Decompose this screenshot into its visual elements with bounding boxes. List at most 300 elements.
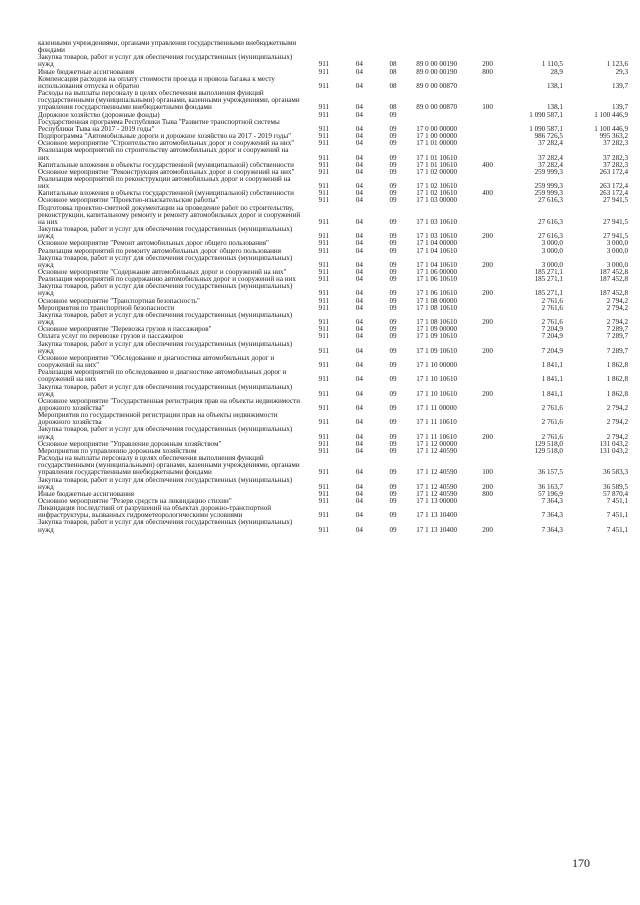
row-name: Реализация мероприятий по строительству автомобильных дорог и сооружений на них xyxy=(38,147,289,162)
table-row xyxy=(38,498,628,505)
row-subsection-code: 09 xyxy=(389,297,397,305)
row-section-code: 04 xyxy=(355,403,363,412)
row-grbs-code: 911 xyxy=(318,60,330,69)
row-grbs-code: 911 xyxy=(318,304,330,312)
row-section-code: 04 xyxy=(355,81,363,90)
row-amount-year-2: 1 862,8 xyxy=(606,361,628,370)
row-subsection-code: 09 xyxy=(389,498,397,505)
row-name: Реализация мероприятий по реконструкции автомобильных дорог и сооружений на них xyxy=(38,175,291,191)
row-amount-year-1: 2 761,6 xyxy=(541,403,563,412)
table-row xyxy=(38,255,628,269)
row-expense-type-code xyxy=(475,441,499,448)
row-expense-type-code xyxy=(475,326,499,333)
row-expense-type-code xyxy=(475,505,499,519)
row-target-article-code: 17 1 12 00000 xyxy=(416,440,458,448)
row-name: Подпрограмма "Автомобильные дороги и дорожное хозяйство на 2017 - 2019 годы" xyxy=(38,133,292,141)
row-subsection-code: 09 xyxy=(389,333,397,341)
row-target-article-code: 89 0 00 00870 xyxy=(416,81,458,90)
row-target-article-code: 17 1 10 00000 xyxy=(416,361,458,370)
row-section-code: 04 xyxy=(355,133,363,141)
row-name: Капитальные вложения в объекты государственной (муниципальной) собственности xyxy=(38,161,294,169)
row-grbs-code: 911 xyxy=(318,333,330,341)
row-amount-year-2: 263 172,4 xyxy=(599,190,628,198)
table-row xyxy=(38,248,628,255)
row-expense-type-code xyxy=(475,205,499,226)
row-grbs-code: 911 xyxy=(318,182,330,191)
row-expense-type-code: 200 xyxy=(482,346,493,355)
row-amount-year-2: 1 123,6 xyxy=(606,60,628,69)
row-target-article-code: 17 1 08 10610 xyxy=(416,318,458,327)
page-number: 170 xyxy=(572,856,590,870)
row-subsection-code: 08 xyxy=(389,103,397,112)
row-expense-type-code xyxy=(475,298,499,305)
row-grbs-code: 911 xyxy=(318,375,330,384)
row-section-code: 04 xyxy=(355,240,363,248)
row-amount-year-2: 27 941,5 xyxy=(603,232,628,241)
row-target-article-code: 17 1 09 10610 xyxy=(416,333,458,341)
row-section-code: 04 xyxy=(355,232,363,241)
row-amount-year-2: 1 862,8 xyxy=(606,389,628,398)
row-grbs-code: 911 xyxy=(318,217,330,226)
row-amount-year-1: 3 000,0 xyxy=(541,240,563,248)
row-name: Компенсация расходов на оплату стоимости проезда и провоза багажа к месту использования отпуска и обратно xyxy=(38,75,275,90)
row-section-code: 04 xyxy=(355,525,363,534)
row-target-article-code: 17 1 02 10610 xyxy=(416,190,458,198)
row-subsection-code: 09 xyxy=(389,318,397,327)
row-amount-year-1: 27 616,3 xyxy=(538,217,563,226)
row-section-code: 04 xyxy=(355,482,363,491)
row-expense-type-code: 200 xyxy=(482,389,493,398)
row-amount-year-1: 2 761,6 xyxy=(541,418,563,427)
row-subsection-code: 08 xyxy=(389,60,397,69)
table-row xyxy=(38,441,628,448)
row-subsection-code: 09 xyxy=(389,124,397,133)
table-row xyxy=(38,69,628,76)
row-subsection-code: 09 xyxy=(389,525,397,534)
row-name: Основное мероприятие "Ремонт автомобильных дорог общего пользования" xyxy=(38,240,269,248)
row-section-code: 04 xyxy=(355,260,363,269)
row-section-code xyxy=(343,40,376,54)
row-amount-year-2: 57 870,4 xyxy=(603,490,628,498)
row-name: Мероприятия по государственной регистрации прав на объекты недвижимости дорожного хозяйства xyxy=(38,412,278,427)
row-name: Основное мероприятие "Обследование и диагностика автомобильных дорог и сооружений на них" xyxy=(38,354,275,370)
row-grbs-code: 911 xyxy=(318,68,330,76)
row-name: Закупка товаров, работ и услуг для обеспечения государственных (муниципальных) нужд xyxy=(38,426,293,441)
row-grbs-code: 911 xyxy=(318,111,330,119)
table-row xyxy=(38,54,628,68)
row-subsection-code: 09 xyxy=(389,490,397,498)
row-section-code: 04 xyxy=(355,161,363,169)
row-target-article-code: 17 1 04 10610 xyxy=(416,260,458,269)
row-amount-year-1: 3 000,0 xyxy=(541,260,563,269)
row-amount-year-2: 7 289,7 xyxy=(606,346,628,355)
row-name: Оплата услуг по перевозке грузов и пассажиров xyxy=(38,333,184,341)
row-subsection-code: 09 xyxy=(389,269,397,276)
row-subsection-code: 09 xyxy=(389,326,397,334)
row-section-code: 04 xyxy=(355,418,363,427)
row-section-code: 04 xyxy=(355,333,363,341)
row-grbs-code: 911 xyxy=(318,247,330,255)
table-row xyxy=(38,341,628,355)
row-amount-year-2: 139,7 xyxy=(612,81,628,90)
row-section-code: 04 xyxy=(355,297,363,305)
row-target-article-code: 89 0 00 00190 xyxy=(416,60,458,69)
row-name: Реализация мероприятий по ремонту автомобильных дорог общего пользования xyxy=(38,247,281,255)
row-amount-year-1: 1 090 587,1 xyxy=(529,124,563,133)
row-grbs-code: 911 xyxy=(318,269,330,276)
row-grbs-code: 911 xyxy=(318,133,330,141)
row-name: казенными учреждениями, органами управления государственными внебюджетными фондами xyxy=(38,40,297,55)
row-name: Основное мероприятие "Резерв средств на ликвидацию стихии" xyxy=(38,498,232,505)
row-expense-type-code: 200 xyxy=(482,432,493,441)
row-amount-year-2: 1 862,8 xyxy=(606,375,628,384)
row-grbs-code: 911 xyxy=(318,168,330,176)
row-name: Закупка товаров, работ и услуг для обеспечения государственных (муниципальных) нужд xyxy=(38,383,293,398)
row-amount-year-2: 29,3 xyxy=(615,68,628,76)
row-expense-type-code xyxy=(475,197,499,204)
row-amount-year-1: 2 761,6 xyxy=(541,304,563,312)
row-amount-year-2: 139,7 xyxy=(612,103,628,112)
row-section-code: 04 xyxy=(355,140,363,148)
row-section-code: 04 xyxy=(355,468,363,477)
row-expense-type-code: 100 xyxy=(482,468,493,477)
row-expense-type-code: 200 xyxy=(482,482,493,491)
row-target-article-code: 17 1 08 00000 xyxy=(416,297,458,305)
row-name: Основное мероприятие "Транспортная безопасность" xyxy=(38,297,200,305)
row-grbs-code: 911 xyxy=(318,389,330,398)
row-amount-year-1: 986 726,5 xyxy=(534,133,563,141)
row-expense-type-code xyxy=(475,176,499,190)
row-amount-year-1 xyxy=(500,40,569,54)
row-target-article-code: 17 1 11 10610 xyxy=(416,418,457,427)
table-row xyxy=(38,190,628,197)
row-name: Основное мероприятие "Строительство автомобильных дорог и сооружений на них" xyxy=(38,140,295,148)
table-row xyxy=(38,448,628,455)
row-target-article-code: 17 1 04 00000 xyxy=(416,240,458,248)
row-subsection-code: 08 xyxy=(389,68,397,76)
row-amount-year-1: 1 841,1 xyxy=(541,375,563,384)
row-amount-year-1: 28,9 xyxy=(550,68,563,76)
row-amount-year-1: 2 761,6 xyxy=(541,297,563,305)
row-section-code: 04 xyxy=(355,182,363,191)
row-section-code: 04 xyxy=(355,389,363,398)
row-target-article-code: 17 1 03 10610 xyxy=(416,217,458,226)
table-row xyxy=(38,426,628,440)
row-subsection-code: 09 xyxy=(389,168,397,176)
table-row xyxy=(38,412,628,426)
row-name: Реализация мероприятий по обследованию и диагностике автомобильных дорог и сооружений на них xyxy=(38,369,287,384)
row-subsection-code: 09 xyxy=(389,403,397,412)
row-name: Расходы на выплаты персоналу в целях обеспечения выполнения функций государственными (муниципальными) органами, казенными учреждениями, органами управления государственными внебюджетными фондами xyxy=(38,455,300,477)
row-amount-year-1: 185 271,1 xyxy=(534,276,563,284)
row-grbs-code: 911 xyxy=(318,276,330,284)
row-target-article-code: 17 1 03 10610 xyxy=(416,232,458,241)
row-grbs-code: 911 xyxy=(318,346,330,355)
row-grbs-code: 911 xyxy=(318,490,330,498)
row-section-code: 04 xyxy=(355,68,363,76)
row-grbs-code: 911 xyxy=(318,498,330,505)
row-subsection-code: 09 xyxy=(389,111,397,119)
row-amount-year-1: 57 196,9 xyxy=(538,490,563,498)
row-section-code: 04 xyxy=(355,447,363,455)
row-grbs-code: 911 xyxy=(318,318,330,327)
row-subsection-code: 09 xyxy=(389,389,397,398)
table-row xyxy=(38,147,628,161)
row-amount-year-1: 185 271,1 xyxy=(534,289,563,298)
row-expense-type-code xyxy=(475,498,499,505)
row-target-article-code: 17 1 08 10610 xyxy=(416,304,458,312)
row-expense-type-code xyxy=(475,140,499,147)
row-amount-year-2 xyxy=(569,40,628,54)
row-grbs-code: 911 xyxy=(318,361,330,370)
row-expense-type-code: 200 xyxy=(482,318,493,327)
row-amount-year-2: 2 794,2 xyxy=(606,418,628,427)
table-row xyxy=(38,455,628,476)
row-target-article-code: 17 1 13 00000 xyxy=(416,498,458,505)
row-name: Капитальные вложения в объекты государственной (муниципальной) собственности xyxy=(38,190,294,198)
table-row xyxy=(38,162,628,169)
row-amount-year-2: 7 289,7 xyxy=(606,333,628,341)
row-expense-type-code xyxy=(475,276,499,283)
table-row xyxy=(38,333,628,340)
row-amount-year-2: 263 172,4 xyxy=(599,168,628,176)
row-amount-year-2: 3 000,0 xyxy=(606,247,628,255)
row-subsection-code: 09 xyxy=(389,217,397,226)
row-subsection-code: 09 xyxy=(389,482,397,491)
row-target-article-code: 17 1 13 10400 xyxy=(416,511,458,520)
row-amount-year-2: 995 363,2 xyxy=(599,133,628,141)
row-amount-year-2: 2 794,2 xyxy=(606,297,628,305)
row-grbs-code: 911 xyxy=(318,511,330,520)
row-name: Реализация мероприятий по содержанию автомобильных дорог и сооружений на них xyxy=(38,276,296,284)
row-amount-year-2: 7 451,1 xyxy=(606,498,628,505)
row-amount-year-1: 36 157,5 xyxy=(538,468,563,477)
row-amount-year-2: 187 452,8 xyxy=(599,269,628,276)
row-name: Закупка товаров, работ и услуг для обеспечения государственных (муниципальных) нужд xyxy=(38,254,293,269)
row-expense-type-code: 800 xyxy=(482,490,493,498)
row-target-article-code: 17 1 12 40590 xyxy=(416,482,458,491)
row-expense-type-code xyxy=(475,40,499,54)
row-expense-type-code xyxy=(475,269,499,276)
row-section-code: 04 xyxy=(355,269,363,276)
row-section-code: 04 xyxy=(355,304,363,312)
row-grbs-code: 911 xyxy=(318,197,330,205)
row-amount-year-2: 3 000,0 xyxy=(606,260,628,269)
row-amount-year-2: 37 282,3 xyxy=(603,153,628,162)
row-name: Подготовка проектно-сметной документации на проведение работ по строительству, реконструкции, капитальному ремонту и ремонту автомобильных дорог и сооружений на них xyxy=(38,204,301,226)
row-grbs-code: 911 xyxy=(318,103,330,112)
row-subsection-code: 09 xyxy=(389,447,397,455)
row-section-code: 04 xyxy=(355,153,363,162)
row-section-code: 04 xyxy=(355,247,363,255)
row-grbs-code: 911 xyxy=(318,260,330,269)
row-grbs-code: 911 xyxy=(318,525,330,534)
row-subsection-code: 09 xyxy=(389,247,397,255)
row-expense-type-code xyxy=(475,248,499,255)
row-section-code: 04 xyxy=(355,318,363,327)
row-grbs-code: 911 xyxy=(318,190,330,198)
table-row xyxy=(38,519,628,533)
row-expense-type-code xyxy=(475,355,499,369)
table-row xyxy=(38,269,628,276)
row-target-article-code: 17 1 12 40590 xyxy=(416,468,458,477)
row-section-code: 04 xyxy=(355,217,363,226)
row-amount-year-1: 7 204,9 xyxy=(541,346,563,355)
row-grbs-code: 911 xyxy=(318,289,330,298)
row-target-article-code: 17 1 03 00000 xyxy=(416,197,458,205)
row-subsection-code: 09 xyxy=(389,304,397,312)
row-name: Закупка товаров, работ и услуг для обеспечения государственных (муниципальных) нужд xyxy=(38,311,293,327)
row-name: Закупка товаров, работ и услуг для обеспечения государственных (муниципальных) нужд xyxy=(38,340,293,355)
row-amount-year-1: 7 204,9 xyxy=(541,326,563,334)
row-expense-type-code xyxy=(475,112,499,119)
row-target-article-code xyxy=(410,112,475,119)
row-expense-type-code xyxy=(475,119,499,133)
table-row xyxy=(38,477,628,491)
row-target-article-code: 17 1 01 00000 xyxy=(416,140,458,148)
row-grbs-code: 911 xyxy=(318,297,330,305)
row-amount-year-2: 7 289,7 xyxy=(606,326,628,334)
row-amount-year-2: 131 043,2 xyxy=(599,440,628,448)
table-row xyxy=(38,119,628,133)
row-name: Закупка товаров, работ и услуг для обеспечения государственных (муниципальных) нужд xyxy=(38,519,293,534)
row-amount-year-2: 2 794,2 xyxy=(606,304,628,312)
row-name: Основное мероприятие "Перевозка грузов и пассажиров" xyxy=(38,326,212,334)
row-target-article-code: 17 1 09 00000 xyxy=(416,326,458,334)
row-name: Основное мероприятие "Реконструкция автомобильных дорог и сооружений на них" xyxy=(38,168,295,176)
row-amount-year-2: 2 794,2 xyxy=(606,432,628,441)
row-expense-type-code xyxy=(475,169,499,176)
row-subsection-code: 09 xyxy=(389,190,397,198)
row-amount-year-2: 7 451,1 xyxy=(606,511,628,520)
row-expense-type-code xyxy=(475,448,499,455)
row-expense-type-code xyxy=(475,305,499,312)
row-subsection-code: 09 xyxy=(389,260,397,269)
row-amount-year-1: 185 271,1 xyxy=(534,269,563,276)
row-target-article-code: 17 1 09 10610 xyxy=(416,346,458,355)
row-subsection-code: 09 xyxy=(389,432,397,441)
row-subsection-code: 09 xyxy=(389,361,397,370)
row-name: Основное мероприятие "Проектно-изыскательские работы" xyxy=(38,197,219,205)
row-target-article-code: 17 1 02 10610 xyxy=(416,182,458,191)
row-expense-type-code: 200 xyxy=(482,289,493,298)
row-section-code: 04 xyxy=(355,498,363,505)
row-expense-type-code: 200 xyxy=(482,232,493,241)
row-grbs-code: 911 xyxy=(318,432,330,441)
row-amount-year-1: 2 761,6 xyxy=(541,432,563,441)
row-amount-year-1: 7 204,9 xyxy=(541,333,563,341)
row-expense-type-code: 400 xyxy=(482,161,493,169)
row-subsection-code: 09 xyxy=(389,133,397,141)
row-target-article-code: 17 1 10 10610 xyxy=(416,375,458,384)
row-expense-type-code xyxy=(475,147,499,161)
row-subsection-code: 09 xyxy=(389,197,397,205)
row-name: Основное мероприятие "Управление дорожным хозяйством" xyxy=(38,440,222,448)
row-name: Ликвидация последствий от разрушений на объектах дорожно-транспортной инфраструктуры, вызванных гидрометеорологическими условиями xyxy=(38,505,272,520)
row-section-code: 04 xyxy=(355,168,363,176)
row-subsection-code: 09 xyxy=(389,375,397,384)
row-amount-year-2: 7 451,1 xyxy=(606,525,628,534)
row-amount-year-1: 37 282,4 xyxy=(538,140,563,148)
row-expense-type-code: 200 xyxy=(482,60,493,69)
row-target-article-code: 17 1 13 10400 xyxy=(416,525,458,534)
row-name: Дорожное хозяйство (дорожные фонды) xyxy=(38,111,160,119)
row-amount-year-1: 37 282,4 xyxy=(538,161,563,169)
row-grbs-code: 911 xyxy=(318,124,330,133)
row-amount-year-2: 131 043,2 xyxy=(599,447,628,455)
table-row xyxy=(38,76,628,90)
row-section-code: 04 xyxy=(355,124,363,133)
row-target-article-code: 17 1 12 40590 xyxy=(416,447,458,455)
row-subsection-code: 08 xyxy=(389,81,397,90)
row-name: Расходы на выплаты персоналу в целях обеспечения выполнения функций государственными (муниципальными) органами, казенными учреждениями, органами управления государственными внебюджетными фондами xyxy=(38,90,300,112)
table-row xyxy=(38,326,628,333)
row-target-article-code: 17 1 02 00000 xyxy=(416,168,458,176)
row-section-code: 04 xyxy=(355,361,363,370)
row-section-code: 04 xyxy=(355,511,363,520)
row-target-article-code: 17 1 06 10610 xyxy=(416,276,458,284)
row-section-code: 04 xyxy=(355,276,363,284)
row-amount-year-1: 259 999,3 xyxy=(534,182,563,191)
row-section-code: 04 xyxy=(355,326,363,334)
row-expense-type-code: 100 xyxy=(482,103,493,112)
row-amount-year-2: 1 100 446,9 xyxy=(594,111,628,119)
row-expense-type-code xyxy=(475,333,499,340)
table-row xyxy=(38,505,628,519)
row-target-article-code: 17 1 06 00000 xyxy=(416,269,458,276)
row-name: Мероприятия по управлению дорожным хозяйством xyxy=(38,447,197,455)
row-name: Государственная программа Республики Тыва "Развитие транспортной системы Республики Тыва на 2017 - 2019 годы" xyxy=(38,118,280,133)
row-amount-year-1: 27 616,3 xyxy=(538,197,563,205)
row-grbs-code: 911 xyxy=(318,418,330,427)
table-row xyxy=(38,40,628,54)
row-subsection-code: 09 xyxy=(389,511,397,520)
table-row xyxy=(38,398,628,412)
row-target-article-code: 17 1 04 10610 xyxy=(416,247,458,255)
row-target-article-code: 17 0 00 00000 xyxy=(416,124,458,133)
row-section-code: 04 xyxy=(355,103,363,112)
table-row xyxy=(38,384,628,398)
row-grbs-code: 911 xyxy=(318,326,330,334)
row-name: Закупка товаров, работ и услуг для обеспечения государственных (муниципальных) нужд xyxy=(38,476,293,491)
row-name: Иные бюджетные ассигнования xyxy=(38,490,135,498)
row-amount-year-1: 1 841,1 xyxy=(541,389,563,398)
row-amount-year-1: 37 282,4 xyxy=(538,153,563,162)
row-name: Закупка товаров, работ и услуг для обеспечения государственных (муниципальных) нужд xyxy=(38,54,293,69)
row-grbs-code: 911 xyxy=(318,440,330,448)
table-row xyxy=(38,205,628,226)
row-amount-year-1: 138,1 xyxy=(546,103,563,112)
row-grbs-code: 911 xyxy=(318,161,330,169)
row-section-code: 04 xyxy=(355,111,363,119)
row-subsection-code: 09 xyxy=(389,140,397,148)
row-amount-year-2: 36 589,5 xyxy=(603,482,628,491)
row-amount-year-1: 27 616,3 xyxy=(538,232,563,241)
row-amount-year-1: 7 364,3 xyxy=(541,498,563,505)
row-amount-year-2: 263 172,4 xyxy=(599,182,628,191)
row-section-code: 04 xyxy=(355,289,363,298)
row-subsection-code: 09 xyxy=(389,468,397,477)
row-target-article-code: 17 1 10 10610 xyxy=(416,389,458,398)
row-subsection-code: 09 xyxy=(389,161,397,169)
table-row xyxy=(38,112,628,119)
row-amount-year-1: 138,1 xyxy=(546,81,563,90)
table-row xyxy=(38,369,628,383)
row-amount-year-1: 129 518,0 xyxy=(534,447,563,455)
table-row xyxy=(38,355,628,369)
row-section-code: 04 xyxy=(355,432,363,441)
row-subsection-code: 09 xyxy=(389,289,397,298)
